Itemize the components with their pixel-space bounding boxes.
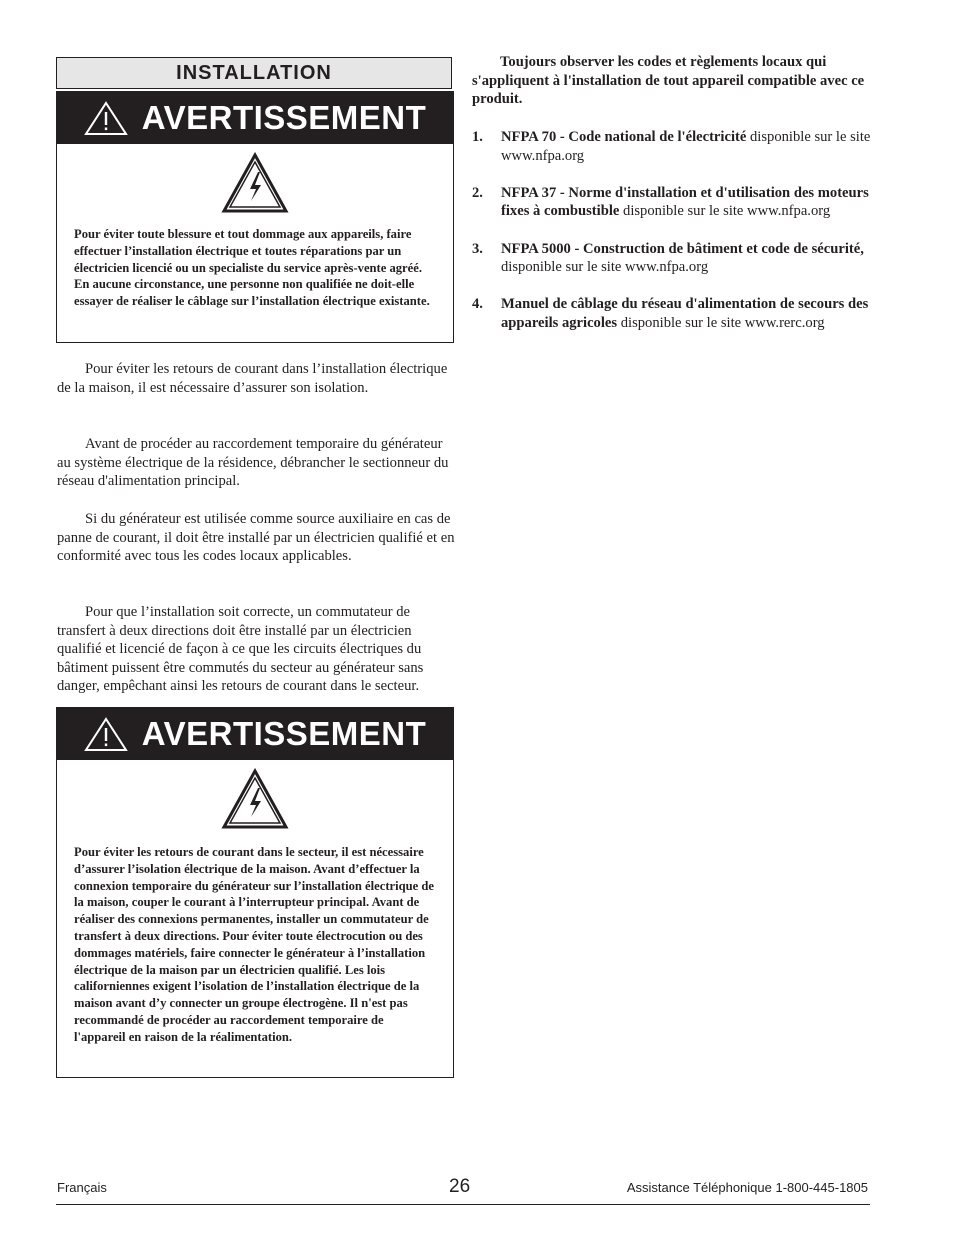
reference-availability: disponible sur le site www.nfpa.org [619, 203, 831, 220]
reference-availability: disponible sur le site www.nfpa.org [501, 129, 871, 164]
list-item-number: 4. [472, 296, 483, 313]
list-item-number: 2. [472, 184, 483, 201]
section-header [56, 57, 452, 89]
list-item-number: 3. [472, 240, 483, 257]
list-item [472, 128, 872, 165]
warning-triangle-icon [84, 100, 128, 136]
warning-text: Pour éviter toute blessure et tout dommage aux appareils, faire effectuer l’installation électrique et toutes réparations par un électricien licencié ou un specialiste du service après-vente agréé. En aucune circonstance, une personne non qualifiée ne doit-elle essayer de réaliser le câblage sur l’installation électrique existante. [74, 227, 430, 309]
electric-shock-icon [221, 152, 289, 214]
paragraph-source-auxiliaire: Si du générateur est utilisée comme source auxiliaire en cas de panne de courant, il doit être installé par un électricien qualifié et en conformité avec tous les codes locaux applicables. [57, 511, 455, 565]
list-item-number: 1. [472, 129, 483, 145]
list-item [472, 295, 872, 332]
electric-shock-icon [221, 768, 289, 830]
reference-title: NFPA 70 - Code national de l'électricité [501, 129, 747, 145]
warning-text: Pour éviter les retours de courant dans le secteur, il est nécessaire d’assurer l’isolation électrique de la maison. Avant d’effectuer la connexion temporaire du générateur sur l’installation électrique de la maison, couper le courant à l’interrupteur principal. Avant de réaliser des connexions permanentes, installer un commutateur de transfert à deux directions. Pour éviter toute électrocution ou des dommages matériels, faire connecter le générateur à l’installation électrique de la maison par un électricien qualifié. Les lois californiennes exigent l’isolation de l’installation électrique de la maison avant d’y connecter un groupe électrogène. Il n'est pas recommandé de procéder au raccordement temporaire de l'appareil en raison de la réalimentation. [74, 845, 434, 1044]
reference-availability: disponible sur le site www.rerc.org [617, 314, 825, 331]
section-title: INSTALLATION [176, 61, 332, 84]
reference-title: Manuel de câblage du réseau d'alimentation de secours des appareils agricoles [501, 296, 869, 331]
reference-availability: disponible sur le site www.nfpa.org [501, 259, 709, 276]
footer-language: Français [57, 1180, 107, 1195]
codes-intro: Toujours observer les codes et règlements locaux qui s'appliquent à l'installation de tout appareil compatible avec ce produit. [472, 54, 865, 108]
paragraph-sectionneur: Avant de procéder au raccordement temporaire du générateur au système électrique de la résidence, débrancher le sectionneur du réseau d'alimentation principal. [57, 436, 449, 490]
warning-box-2 [56, 707, 454, 1078]
warning-banner [57, 708, 453, 760]
warning-box-1 [56, 91, 454, 343]
paragraph-isolation: Pour éviter les retours de courant dans l’installation électrique de la maison, il est nécessaire d’assurer son isolation. [57, 361, 448, 396]
page-number: 26 [449, 1176, 471, 1197]
warning-banner [57, 92, 453, 144]
list-item [472, 240, 872, 277]
reference-title: NFPA 5000 - Construction de bâtiment et code de sécurité, [501, 240, 864, 257]
reference-title: NFPA 37 - Norme d'installation et d'utilisation des moteurs fixes à combustible [501, 184, 869, 220]
warning-title: AVERTISSEMENT [141, 99, 427, 136]
reference-list [472, 128, 872, 351]
footer-helpline: Assistance Téléphonique 1-800-445-1805 [626, 1180, 868, 1195]
list-item [472, 184, 872, 221]
paragraph-commutateur: Pour que l’installation soit correcte, un commutateur de transfert à deux directions doit être installé par un électricien qualifié et licencié de façon à ce que les circuits électriques du bâtiment puissent être commutés du secteur au générateur sans danger, empêchant ainsi les retours de courant dans le secteur. [57, 604, 424, 695]
warning-triangle-icon [84, 716, 128, 752]
page-footer [56, 1176, 870, 1205]
warning-title: AVERTISSEMENT [141, 715, 427, 752]
